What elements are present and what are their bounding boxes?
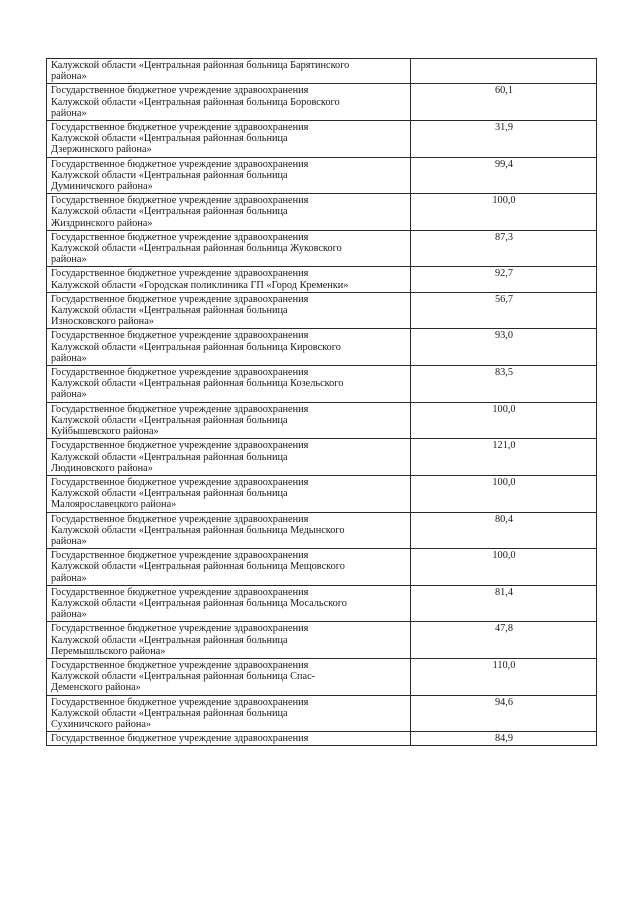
table-row [47, 366, 597, 403]
institution-name-line: Калужской области «Центральная районная больница Жуковского [51, 243, 342, 255]
institution-name-line: Государственное бюджетное учреждение здравоохранения [51, 195, 309, 207]
value-cell: 100,0 [411, 475, 597, 512]
institution-name-line: Калужской области «Центральная районная больница [51, 414, 288, 426]
institution-name-line: Калужской области «Центральная районная больница [51, 707, 288, 719]
institution-name-cell [47, 585, 411, 622]
institution-name-line: района» [51, 71, 87, 83]
table-body [47, 59, 597, 746]
institution-name-cell [47, 402, 411, 439]
value-cell: 94,6 [411, 695, 597, 732]
institution-name-line: района» [51, 107, 87, 119]
table-row [47, 292, 597, 329]
value-cell: 47,8 [411, 622, 597, 659]
value-cell: 92,7 [411, 267, 597, 292]
institution-name-cell [47, 512, 411, 549]
institution-name-line: района» [51, 572, 87, 584]
value-cell: 80,4 [411, 512, 597, 549]
table-row [47, 585, 597, 622]
institution-name-line: Государственное бюджетное учреждение здравоохранения [51, 231, 309, 243]
institution-name-cell [47, 549, 411, 586]
institution-name-line: Куйбышевского района» [51, 426, 159, 438]
table-row [47, 59, 597, 84]
institution-name-line: Деменского района» [51, 682, 141, 694]
institution-name-line: Государственное бюджетное учреждение здравоохранения [51, 659, 309, 671]
institution-name-line: Калужской области «Центральная районная больница Кировского [51, 341, 341, 353]
institution-name-line: района» [51, 254, 87, 266]
institution-name-line: Государственное бюджетное учреждение здравоохранения [51, 733, 309, 745]
value-cell: 56,7 [411, 292, 597, 329]
institution-name-line: Калужской области «Центральная районная больница Медынского [51, 524, 345, 536]
table-row [47, 157, 597, 194]
institution-name-cell [47, 475, 411, 512]
institution-name-line: Государственное бюджетное учреждение здравоохранения [51, 268, 309, 280]
institution-name-line: Калужской области «Центральная районная больница Спас- [51, 671, 316, 683]
institution-name-line: Государственное бюджетное учреждение здравоохранения [51, 586, 309, 598]
institution-name-line: Износковского района» [51, 316, 154, 328]
institution-name-line: Калужской области «Центральная районная больница Мосальского [51, 597, 347, 609]
institution-name-line: Жиздринского района» [51, 217, 153, 229]
institution-name-cell [47, 366, 411, 403]
institution-name-cell [47, 59, 411, 84]
value-cell: 100,0 [411, 194, 597, 231]
institution-name-line: Государственное бюджетное учреждение здравоохранения [51, 293, 309, 305]
institution-name-line: Калужской области «Центральная районная больница [51, 206, 288, 218]
institution-name-cell [47, 267, 411, 292]
institution-name-cell [47, 194, 411, 231]
table-row [47, 475, 597, 512]
institution-name-line: Калужской области «Центральная районная больница [51, 488, 288, 500]
institution-name-cell [47, 732, 411, 746]
institution-name-line: Государственное бюджетное учреждение здравоохранения [51, 158, 309, 170]
table-row [47, 658, 597, 695]
institution-name-line: Калужской области «Центральная районная больница Козельского [51, 378, 344, 390]
value-cell: 84,9 [411, 732, 597, 746]
institution-name-line: Людиновского района» [51, 462, 153, 474]
institution-name-line: Государственное бюджетное учреждение здравоохранения [51, 623, 309, 635]
institution-name-line: Калужской области «Центральная районная больница [51, 305, 288, 317]
institution-name-cell [47, 439, 411, 476]
table-row [47, 439, 597, 476]
institution-name-line: Малоярославецкого района» [51, 499, 177, 511]
table-row [47, 402, 597, 439]
table-row [47, 329, 597, 366]
value-cell: 87,3 [411, 230, 597, 267]
institution-name-line: Сухиничского района» [51, 718, 152, 730]
table-row [47, 121, 597, 158]
table-row [47, 230, 597, 267]
institution-name-line: Калужской области «Центральная районная больница Барятинского [51, 60, 350, 71]
institution-name-cell [47, 329, 411, 366]
institution-name-line: Перемышльского района» [51, 645, 166, 657]
value-cell: 110,0 [411, 658, 597, 695]
institution-name-cell [47, 695, 411, 732]
value-cell: 60,1 [411, 84, 597, 121]
institution-name-line: Государственное бюджетное учреждение здравоохранения [51, 696, 309, 708]
table-row [47, 512, 597, 549]
institution-name-line: Государственное бюджетное учреждение здравоохранения [51, 122, 309, 134]
institution-name-line: Государственное бюджетное учреждение здравоохранения [51, 476, 309, 488]
table-row [47, 267, 597, 292]
value-cell: 100,0 [411, 402, 597, 439]
institution-name-cell [47, 157, 411, 194]
institution-name-cell [47, 658, 411, 695]
value-cell: 81,4 [411, 585, 597, 622]
institution-name-line: Государственное бюджетное учреждение здравоохранения [51, 550, 309, 562]
value-cell [411, 59, 597, 84]
institution-name-line: Государственное бюджетное учреждение здравоохранения [51, 367, 309, 379]
table-row [47, 622, 597, 659]
value-cell: 121,0 [411, 439, 597, 476]
institution-name-cell [47, 292, 411, 329]
document-page [46, 58, 588, 746]
institution-name-line: Калужской области «Центральная районная больница Боровского [51, 96, 340, 108]
institution-name-cell [47, 84, 411, 121]
table-row [47, 549, 597, 586]
table-row [47, 732, 597, 746]
institution-name-cell [47, 121, 411, 158]
institution-name-line: Калужской области «Центральная районная больница [51, 634, 288, 646]
table-row [47, 84, 597, 121]
value-cell: 31,9 [411, 121, 597, 158]
table-row [47, 194, 597, 231]
institution-name-line: района» [51, 352, 87, 364]
institution-name-line: Думиничского района» [51, 181, 153, 193]
value-cell: 93,0 [411, 329, 597, 366]
institution-name-line: Калужской области «Городская поликлиника ГП «Город Кременки» [51, 279, 349, 291]
value-cell: 99,4 [411, 157, 597, 194]
data-table [46, 58, 597, 746]
institution-name-line: Государственное бюджетное учреждение здравоохранения [51, 330, 309, 342]
institution-name-cell [47, 622, 411, 659]
institution-name-line: Калужской области «Центральная районная больница [51, 169, 288, 181]
institution-name-line: Государственное бюджетное учреждение здравоохранения [51, 513, 309, 525]
institution-name-line: Калужской области «Центральная районная больница Мещовского [51, 561, 345, 573]
institution-name-line: Дзержинского района» [51, 144, 152, 156]
institution-name-line: Государственное бюджетное учреждение здравоохранения [51, 440, 309, 452]
institution-name-line: Калужской области «Центральная районная больница [51, 451, 288, 463]
institution-name-line: Калужской области «Центральная районная больница [51, 133, 288, 145]
institution-name-line: района» [51, 609, 87, 621]
institution-name-cell [47, 230, 411, 267]
table-row [47, 695, 597, 732]
value-cell: 100,0 [411, 549, 597, 586]
value-cell: 83,5 [411, 366, 597, 403]
institution-name-line: района» [51, 389, 87, 401]
institution-name-line: Государственное бюджетное учреждение здравоохранения [51, 403, 309, 415]
institution-name-line: района» [51, 535, 87, 547]
institution-name-line: Государственное бюджетное учреждение здравоохранения [51, 85, 309, 97]
